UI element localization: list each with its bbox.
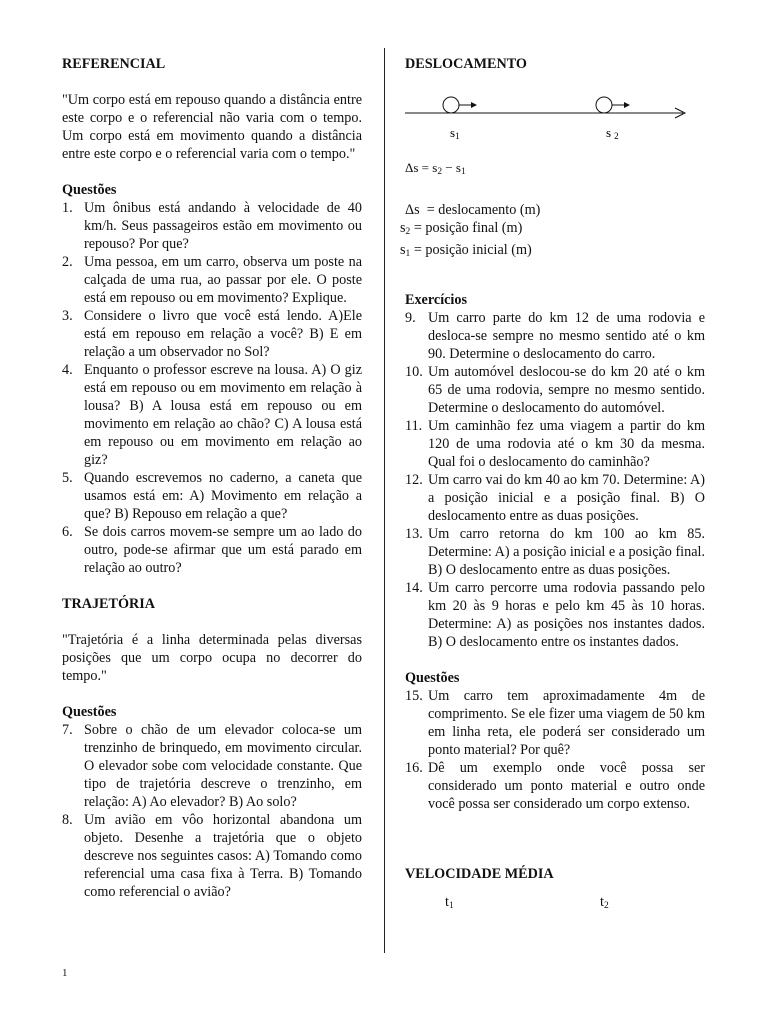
section-title-trajetoria: TRAJETÓRIA [62,596,156,612]
list-item [62,811,362,901]
list-item [405,579,705,651]
page-number: 1 [62,967,68,979]
item-number: 3. [62,308,73,324]
item-number: 6. [62,524,73,540]
item-text: Um avião em vôo horizontal abandona um objeto. Desenhe a trajetória que o objeto descreve nos seguintes casos: A) Tomando como referencial uma casa fixa à Terra. B) Tomando como referencial o avião? [84,812,362,900]
list-item [405,363,705,417]
position-2-arrowhead-icon [624,102,630,108]
definition-s2: $s_2$ = posição final (m) [400,220,523,237]
item-number: 14. [405,580,423,596]
item-text: Um carro percorre uma rodovia passando pelo km 20 às 9 horas e pelo km 45 às 10 horas. Determine: A) as posições nos instantes dados. B) O deslocamento entre os instantes dados. [428,580,705,650]
list-item [405,525,705,579]
list-item [62,199,362,253]
item-text: Se dois carros movem-se sempre um ao lado do outro, pode-se afirmar que um está parado em relação ao outro? [84,524,362,576]
column-divider [384,48,385,953]
displacement-formula: $\Delta s = s_2 - s_1$ [405,160,466,177]
item-text: Uma pessoa, em um carro, observa um poste na calçada de uma rua, ao passar por ele. O poste está em repouso ou em movimento? Explique. [84,254,362,306]
definition-delta-s: Δs = deslocamento (m) [405,202,541,218]
item-number: 16. [405,760,423,776]
section-title-velocidade-media: VELOCIDADE MÉDIA [405,866,554,882]
item-text: Um carro tem aproximadamente 4m de comprimento. Se ele fizer uma viagem de 50 km em linha reta, ele poderá ser considerado um ponto material? Por quê? [428,688,705,758]
list-item [62,721,362,811]
label-s2: s 2 [606,125,619,141]
exercicios-list [405,309,705,651]
item-text: Um ônibus está andando à velocidade de 40 km/h. Seus passageiros estão em movimento ou repouso? Por que? [84,200,362,252]
item-number: 11. [405,418,423,434]
item-number: 15. [405,688,423,704]
list-item [62,253,362,307]
item-text: Enquanto o professor escreve na lousa. A) O giz está em repouso ou em movimento em relação à lousa? B) A lousa está em repouso ou em movimento em relação ao chão? C) A lousa está em repouso ou em movimento em relação ao giz? [84,362,362,468]
list-item [405,759,705,813]
item-number: 1. [62,200,73,216]
item-number: 8. [62,812,73,828]
list-item [405,687,705,759]
item-number: 13. [405,526,423,542]
label-t2: $t_2$ [600,894,609,911]
item-text: Um carro vai do km 40 ao km 70. Determine: A) a posição inicial e a posição final. B) O deslocamento entre as duas posições. [428,472,705,524]
item-number: 7. [62,722,73,738]
item-text: Sobre o chão de um elevador coloca-se um trenzinho de brinquedo, em movimento circular. O elevador sobe com velocidade constante. Que tipo de trajetória descreve o trenzinho, em relação: A) Ao elevador? B) Ao solo? [84,722,362,810]
item-text: Um automóvel deslocou-se do km 20 até o km 65 de uma rodovia, sempre no mesmo sentido. Determine o deslocamento do automóvel. [428,364,705,416]
section-title-referencial: REFERENCIAL [62,56,166,72]
left-column [62,55,362,901]
list-item [405,309,705,363]
position-1-circle [443,97,459,113]
item-text: Dê um exemplo onde você possa ser considerado um ponto material e outro onde você possa ser considerado um corpo extenso. [428,760,705,812]
list-item [62,361,362,469]
item-text: Um carro parte do km 12 de uma rodovia e desloca-se sempre no mesmo sentido até o km 90. Determine o deslocamento do carro. [428,310,705,362]
list-item [62,307,362,361]
exercicios-heading: Exercícios [405,292,467,308]
list-item [62,523,362,577]
item-number: 4. [62,362,73,378]
right-column [400,55,705,923]
questoes-heading-1: Questões [62,182,117,198]
item-text: Um caminhão fez uma viagem a partir do km 120 de uma rodovia até o km 30 da mesma. Qual foi o deslocamento do caminhão? [428,418,705,470]
position-1-arrowhead-icon [471,102,477,108]
item-number: 10. [405,364,423,380]
list-item [405,417,705,471]
section-title-deslocamento: DESLOCAMENTO [405,56,527,72]
displacement-diagram [405,83,705,153]
item-number: 5. [62,470,73,486]
questoes-heading-2: Questões [62,704,117,720]
label-t1: $t_1$ [445,894,454,911]
questoes-list-3 [405,687,705,813]
label-s1: s1 [450,125,460,141]
list-item [405,471,705,525]
item-number: 12. [405,472,423,488]
position-2-circle [596,97,612,113]
questoes-list-1 [62,199,362,577]
item-text: Quando escrevemos no caderno, a caneta que usamos está em: A) Movimento em relação a que? B) Repouso em relação a que? [84,470,362,522]
list-item [62,469,362,523]
item-text: Considere o livro que você está lendo. A)Ele está em repouso em relação a você? B) E em relação a um observador no Sol? [84,308,362,360]
item-text: Um carro retorna do km 100 ao km 85. Determine: A) a posição inicial e a posição final. B) O deslocamento entre as duas posições. [428,526,705,578]
variable-definitions [400,201,705,263]
questoes-list-2 [62,721,362,901]
definition-s1: $s_1$ = posição inicial (m) [400,242,532,259]
referencial-definition: "Um corpo está em repouso quando a distância entre este corpo e o referencial não varia com o tempo. Um corpo está em movimento quando a distância entre este corpo e o referencial varia com o tempo." [62,92,362,162]
item-number: 2. [62,254,73,270]
trajetoria-definition: "Trajetória é a linha determinada pelas diversas posições que um corpo ocupa no decorrer do tempo." [62,632,362,684]
time-labels [405,893,705,923]
item-number: 9. [405,310,416,326]
questoes-heading-3: Questões [405,670,460,686]
